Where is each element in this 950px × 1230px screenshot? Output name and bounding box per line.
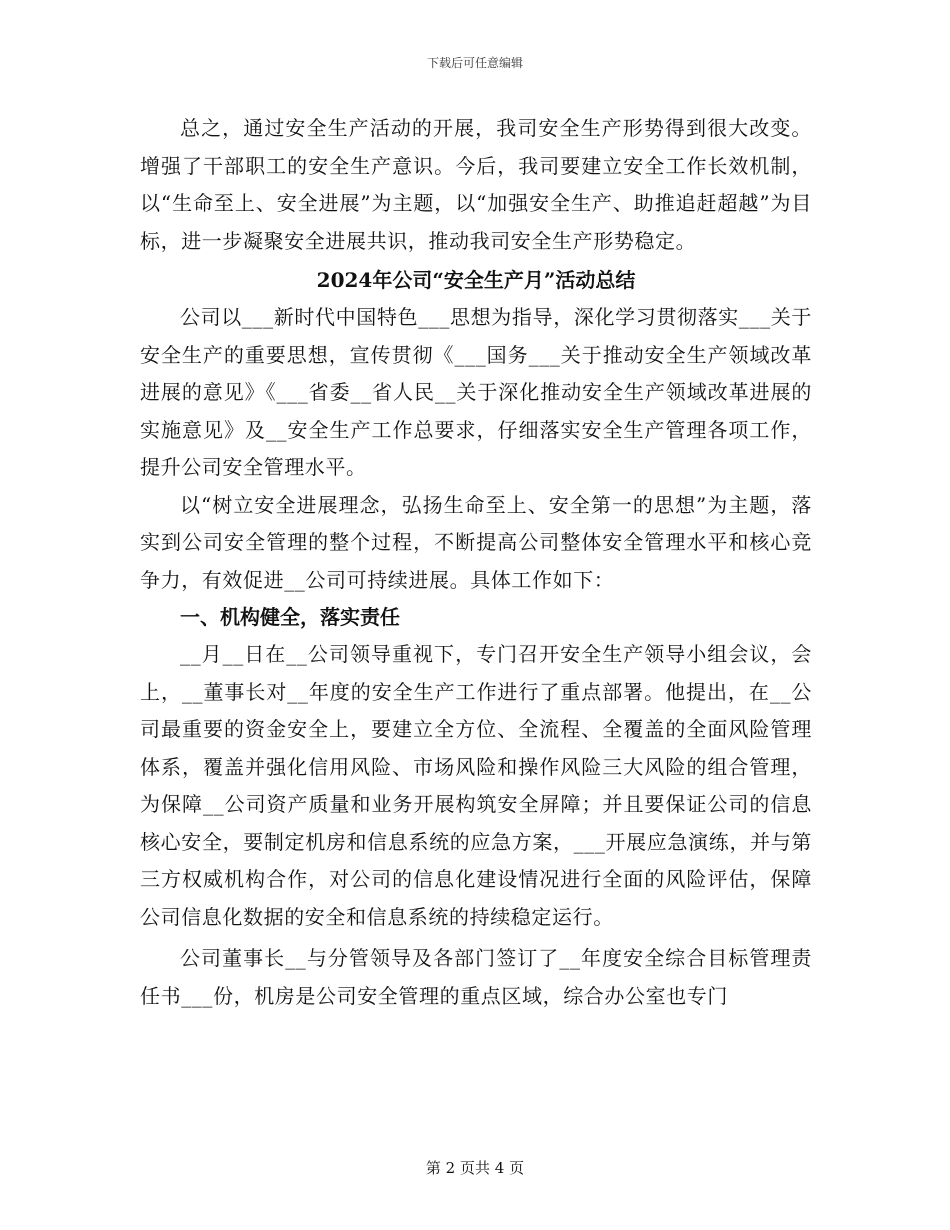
page-footer: 第 2 页共 4 页 (425, 1159, 525, 1177)
paragraph-meeting: __月__日在__公司领导重视下，专门召开安全生产领导小组会议，会上，__董事长对__年度的安全生产工作进行了重点部署。他提出，在__公司最重要的资金安全上，要建立全方位、全流程、全覆盖的全面风险管理体系，覆盖并强化信用风险、市场风险和操作风险三大风险的组合管理，为保障__公司资产质量和业务开展构筑安全屏障；并且要保证公司的信息核心安全，要制定机房和信息系统的应急方案，___开展应急演练，并与第三方权威机构合作，对公司的信息化建设情况进行全面的风险评估，保障公司信息化数据的安全和信息系统的持续稳定运行。 (140, 642, 812, 929)
paragraph-guidance: 公司以___新时代中国特色___思想为指导，深化学习贯彻落实___关于安全生产的重要思想，宣传贯彻《___国务___关于推动安全生产领域改革进展的意见》《___省委__省人民__关于深化推动安全生产领域改革进展的实施意见》及__安全生产工作总要求，仔细落实安全生产管理各项工作，提升公司安全管理水平。 (140, 305, 812, 479)
paragraph-conclusion: 总之，通过安全生产活动的开展，我司安全生产形势得到很大改变。增强了干部职工的安全生产意识。今后，我司要建立安全工作长效机制，以“生命至上、安全进展”为主题，以“加强安全生产、助推追赶超越”为目标，进一步凝聚安全进展共识，推动我司安全生产形势稳定。 (140, 116, 812, 253)
page-header: 下载后可任意编辑 (426, 56, 523, 70)
document-body (140, 110, 812, 1015)
document-title: 2024年公司“安全生产月”活动总结 (316, 268, 636, 292)
paragraph-responsibility: 公司董事长__与分管领导及各部门签订了__年度安全综合目标管理责任书___份，机房是公司安全管理的重点区域，综合办公室也专门 (140, 946, 812, 1008)
section-heading-1: 一、机构健全，落实责任 (180, 605, 400, 629)
paragraph-theme: 以“树立安全进展理念，弘扬生命至上、安全第一的思想”为主题，落实到公司安全管理的整个过程，不断提高公司整体安全管理水平和核心竞争力，有效促进__公司可持续进展。具体工作如下： (140, 492, 812, 592)
